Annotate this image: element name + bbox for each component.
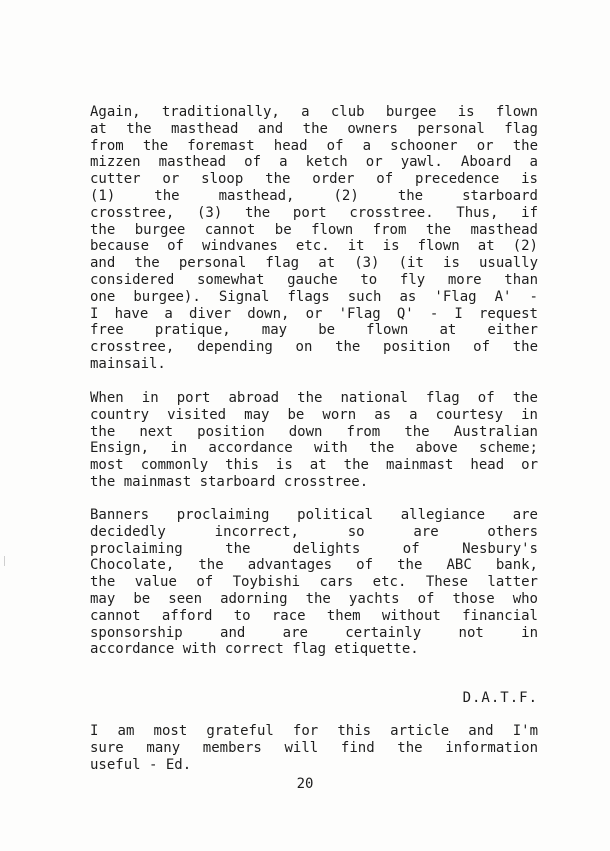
paragraph-banners bbox=[90, 507, 538, 658]
text-line: (1) the masthead, (2) the starboard bbox=[90, 187, 538, 204]
text-line: decidedly incorrect, so are others bbox=[90, 523, 538, 540]
text-line: useful - Ed. bbox=[90, 756, 192, 773]
text-line: Chocolate, the advantages of the ABC bank, bbox=[90, 557, 538, 574]
text-line: proclaiming the delights of Nesbury's bbox=[90, 540, 538, 557]
text-line: Again, traditionally, a club burgee is flown bbox=[90, 104, 538, 120]
text-line: accordance with correct flag etiquette. bbox=[90, 641, 419, 658]
text-line: I have a diver down, or 'Flag Q' - I request bbox=[90, 305, 538, 322]
author-signature: D.A.T.F. bbox=[462, 690, 538, 706]
text-line: free pratique, may be flown at either bbox=[90, 322, 538, 339]
page-number: 20 bbox=[296, 776, 314, 792]
paragraph-courtesy-flag bbox=[90, 390, 538, 491]
text-line: the mainmast starboard crosstree. bbox=[90, 473, 369, 490]
text-line: most commonly this is at the mainmast head or bbox=[90, 457, 538, 474]
text-line: Banners proclaiming political allegiance are bbox=[90, 507, 538, 523]
text-line: crosstree, (3) the port crosstree. Thus, if bbox=[90, 204, 538, 221]
text-line: Ensign, in accordance with the above scheme; bbox=[90, 440, 538, 457]
text-line: the value of Toybishi cars etc. These latter bbox=[90, 574, 538, 591]
text-line: mizzen masthead of a ketch or yawl. Aboard a bbox=[90, 154, 538, 171]
text-line: cannot afford to race them without financial bbox=[90, 607, 538, 624]
text-line: and the personal flag at (3) (it is usually bbox=[90, 255, 538, 272]
text-line: mainsail. bbox=[90, 355, 166, 372]
text-line: the burgee cannot be flown from the masthead bbox=[90, 221, 538, 238]
text-line: may be seen adorning the yachts of those who bbox=[90, 590, 538, 607]
text-line: one burgee). Signal flags such as 'Flag A' - bbox=[90, 288, 538, 305]
text-line: because of windvanes etc. it is flown at (2) bbox=[90, 238, 538, 255]
editor-note bbox=[90, 723, 538, 773]
text-line: When in port abroad the national flag of the bbox=[90, 390, 538, 406]
text-line: sponsorship and are certainly not in bbox=[90, 624, 538, 641]
text-line: country visited may be worn as a courtesy in bbox=[90, 406, 538, 423]
text-line: cutter or sloop the order of precedence is bbox=[90, 171, 538, 188]
text-line: the next position down from the Australian bbox=[90, 423, 538, 440]
text-line: sure many members will find the information bbox=[90, 739, 538, 756]
text-line: considered somewhat gauche to fly more than bbox=[90, 271, 538, 288]
text-line: crosstree, depending on the position of the bbox=[90, 339, 538, 356]
paragraph-burgee-precedence bbox=[90, 104, 538, 373]
text-line: I am most grateful for this article and I'm bbox=[90, 723, 538, 739]
text-line: from the foremast head of a schooner or the bbox=[90, 137, 538, 154]
scan-artifact bbox=[4, 556, 5, 566]
text-line: at the masthead and the owners personal flag bbox=[90, 120, 538, 137]
